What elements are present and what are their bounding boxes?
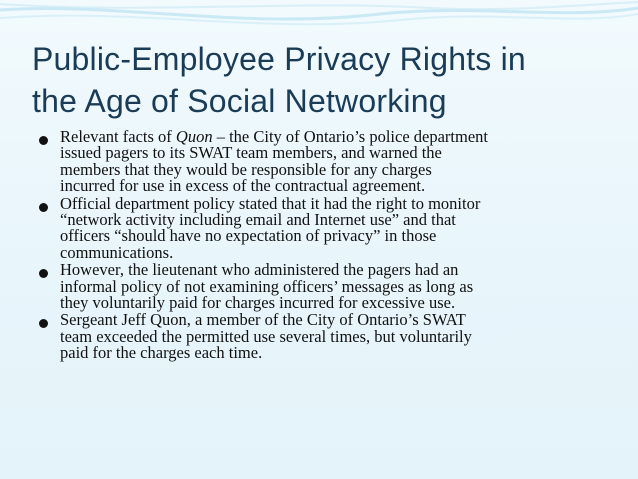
bullet-line: they voluntarily paid for charges incurred for excessive use.	[60, 293, 456, 313]
bullet-line: team exceeded the permitted use several times, but voluntarily	[60, 326, 472, 346]
bullet-line: communications.	[60, 242, 174, 262]
bullet-dot-icon	[39, 136, 48, 145]
bullet-line: Sergeant Jeff Quon, a member of the City of Ontario’s SWAT	[60, 310, 466, 330]
bullet-line-text: – the City of Ontario’s police department	[212, 127, 488, 146]
bullet-text	[60, 312, 626, 361]
bullet-dot-icon	[39, 319, 48, 328]
bullet-item	[36, 262, 626, 311]
bullet-text	[60, 193, 626, 262]
bullet-dot-icon	[39, 269, 48, 278]
bullet-item	[36, 193, 626, 262]
bullet-text	[60, 129, 626, 195]
slide-title-line: the Age of Social Networking	[32, 83, 447, 119]
bullet-line-text: Relevant facts of	[60, 127, 176, 146]
bullet-line: “network activity including email and Internet use” and that	[60, 210, 456, 230]
bullet-line: issued pagers to its SWAT team members, and warned the	[60, 143, 442, 163]
bullet-list	[36, 129, 626, 363]
bullet-line: members that they would be responsible for any charges	[60, 159, 432, 179]
case-name: Quon	[175, 127, 213, 146]
bullet-text	[60, 262, 626, 311]
bullet-item	[36, 129, 626, 195]
slide-title	[32, 38, 612, 122]
bullet-line: paid for the charges each time.	[60, 343, 263, 363]
bullet-dot-icon	[39, 203, 48, 212]
bullet-line: Official department policy stated that it had the right to monitor	[60, 193, 481, 213]
bullet-line: However, the lieutenant who administered the pagers had an	[60, 260, 459, 280]
bullet-item	[36, 312, 626, 361]
bullet-line: informal policy of not examining officers’ messages as long as	[60, 276, 474, 296]
slide-title-line: Public-Employee Privacy Rights in	[32, 41, 526, 77]
decorative-wave	[0, 0, 638, 40]
bullet-line: incurred for use in excess of the contractual agreement.	[60, 176, 426, 196]
bullet-line: officers “should have no expectation of privacy” in those	[60, 226, 437, 246]
